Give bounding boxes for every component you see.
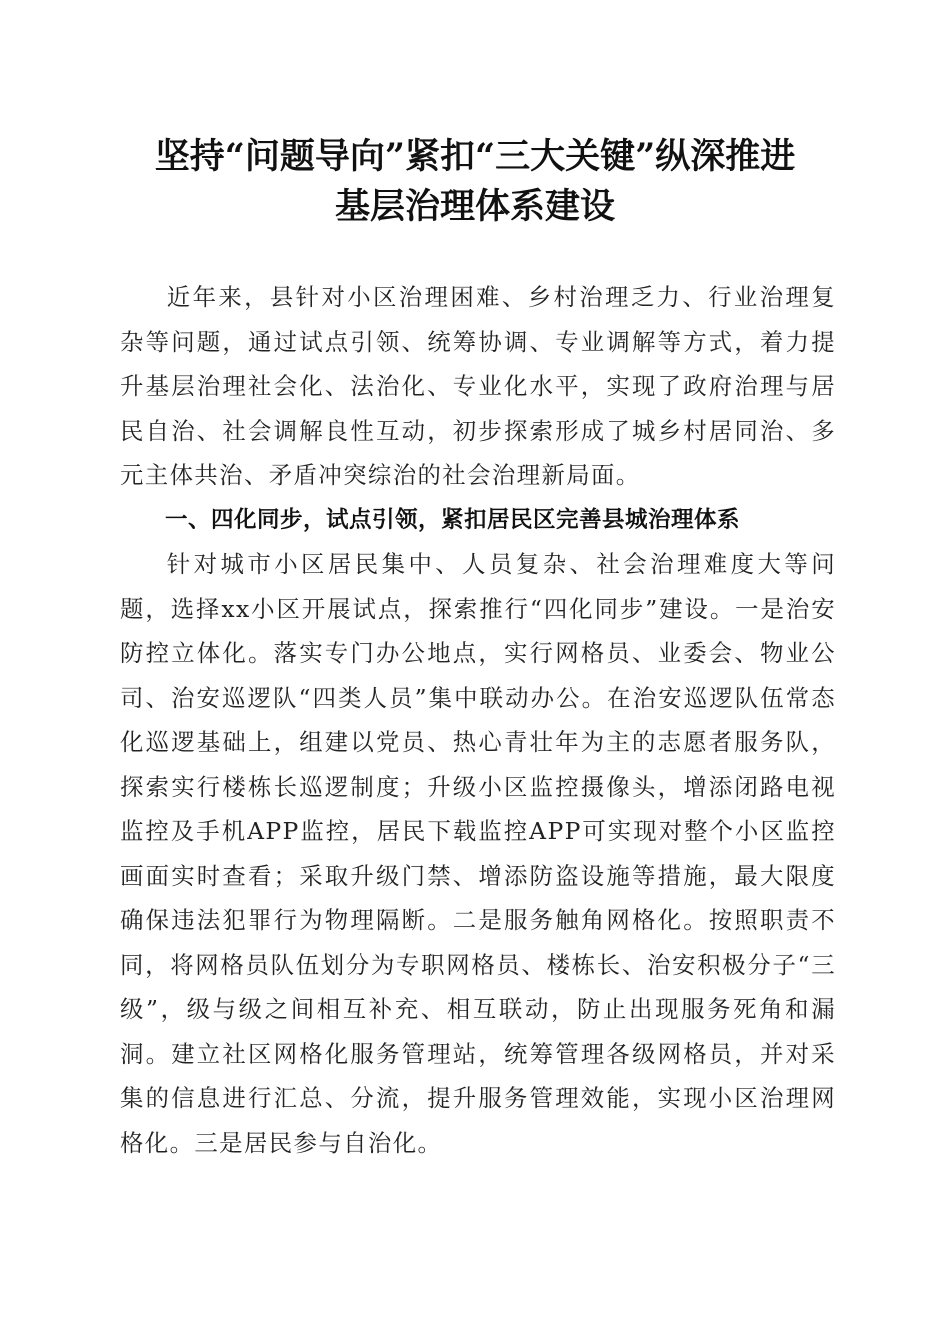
document-body (120, 275, 836, 1165)
intro-paragraph: 近年来，县针对小区治理困难、乡村治理乏力、行业治理复杂等问题，通过试点引领、统筹协调、专业调解等方式，着力提升基层治理社会化、法治化、专业化水平，实现了政府治理与居民自治、社会调解良性互动，初步探索形成了城乡村居同治、多元主体共治、矛盾冲突综治的社会治理新局面。 (120, 283, 836, 489)
title-line-2: 基层治理体系建设 (334, 186, 615, 227)
section-1-paragraph: 针对城市小区居民集中、人员复杂、社会治理难度大等问题，选择xx小区开展试点，探索推行“四化同步”建设。一是治安防控立体化。落实专门办公地点，实行网格员、业委会、物业公司、治安巡逻队“四类人员”集中联动办公。在治安巡逻队伍常态化巡逻基础上，组建以党员、热心青壮年为主的志愿者服务队，探索实行楼栋长巡逻制度；升级小区监控摄像头，增添闭路电视监控及手机APP监控，居民下载监控APP可实现对整个小区监控画面实时查看；采取升级门禁、增添防盗设施等措施，最大限度确保违法犯罪行为物理隔断。二是服务触角网格化。按照职责不同，将网格员队伍划分为专职网格员、楼栋长、治安积极分子“三级”，级与级之间相互补充、相互联动，防止出现服务死角和漏洞。建立社区网格化服务管理站，统筹管理各级网格员，并对采集的信息进行汇总、分流，提升服务管理效能，实现小区治理网格化。三是居民参与自治化。 (120, 550, 836, 1157)
section-heading-1: 一、四化同步，试点引领，紧扣居民区完善县城治理体系 (165, 506, 741, 533)
document-title (100, 132, 850, 232)
title-line-1: 坚持“问题导向”紧扣“三大关键”纵深推进 (154, 136, 796, 177)
